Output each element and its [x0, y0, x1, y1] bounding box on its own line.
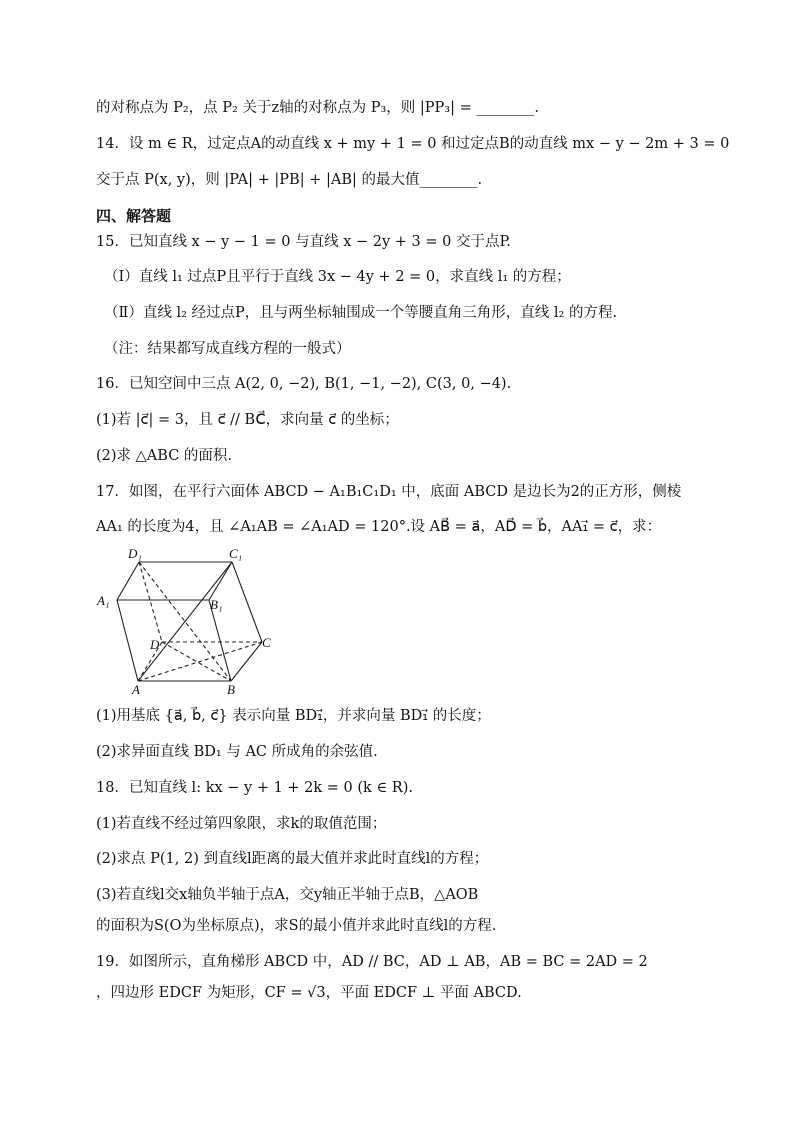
problem-18-stem: 18．已知直线 l: kx − y + 1 + 2k = 0 (k ∈ R). — [96, 780, 413, 796]
section-heading: 四、解答题 — [96, 207, 172, 225]
label-C: C — [262, 635, 271, 650]
label-D: D — [150, 637, 160, 652]
parallelepiped-figure — [92, 548, 282, 698]
label-A: A — [132, 682, 140, 697]
label-B1: B₁ — [210, 597, 223, 612]
problem-16-part-1: (1)若 |c⃗| = 3，且 c⃗ // BC⃗，求向量 c⃗ 的坐标； — [96, 412, 399, 428]
label-C1: C₁ — [229, 548, 243, 561]
problem-13-tail: 的对称点为 P₂，点 P₂ 关于z轴的对称点为 P₃，则 |PP₃| = ________. — [96, 100, 539, 116]
problem-18-part-3: (3)若直线l交x轴负半轴于点A，交y轴正半轴于点B，△AOB — [96, 887, 479, 903]
problem-16-stem: 16．已知空间中三点 A(2, 0, −2), B(1, −1, −2), C(3, 0, −4). — [96, 376, 512, 392]
problem-17-part-2: (2)求异面直线 BD₁ 与 AC 所成角的余弦值. — [96, 744, 378, 760]
problem-15-note: （注：结果都写成直线方程的一般式） — [104, 341, 351, 357]
problem-14-line-1: 14．设 m ∈ R，过定点A的动直线 x + my + 1 = 0 和过定点B的动直线 mx − y − 2m + 3 = 0 — [96, 136, 730, 152]
problem-18-part-2: (2)求点 P(1, 2) 到直线l距离的最大值并求此时直线l的方程； — [96, 851, 489, 867]
problem-17-part-1: (1)用基底 {a⃗, b⃗, c⃗} 表示向量 BD₁⃗，并求向量 BD₁⃗ 的长度； — [96, 708, 491, 724]
label-A1: A₁ — [97, 593, 110, 608]
label-B: B — [227, 682, 235, 697]
label-D1: D₁ — [128, 548, 142, 561]
problem-15-part-2: （Ⅱ）直线 l₂ 经过点P，且与两坐标轴围成一个等腰直角三角形，直线 l₂ 的方程. — [104, 305, 618, 321]
problem-14-line-2: 交于点 P(x, y)，则 |PA| + |PB| + |AB| 的最大值________. — [96, 172, 483, 188]
parallelepiped-svg — [92, 548, 282, 698]
problem-19-stem-2: ，四边形 EDCF 为矩形，CF = √3，平面 EDCF ⊥ 平面 ABCD. — [96, 985, 522, 1001]
problem-15-part-1: （Ⅰ）直线 l₁ 过点P且平行于直线 3x − 4y + 2 = 0，求直线 l₁ 的方程； — [104, 269, 571, 285]
problem-17-stem-1: 17．如图，在平行六面体 ABCD − A₁B₁C₁D₁ 中，底面 ABCD 是边长为2的正方形，侧棱 — [96, 484, 682, 500]
problem-16-part-2: (2)求 △ABC 的面积. — [96, 448, 233, 464]
problem-19-stem-1: 19．如图所示，直角梯形 ABCD 中，AD // BC，AD ⊥ AB，AB = BC = 2AD = 2 — [96, 954, 648, 970]
problem-18-part-3-cont: 的面积为S(O为坐标原点)，求S的最小值并求此时直线l的方程. — [96, 918, 497, 934]
problem-18-part-1: (1)若直线不经过第四象限，求k的取值范围； — [96, 816, 387, 832]
problem-17-stem-2: AA₁ 的长度为4，且 ∠A₁AB = ∠A₁AD = 120°.设 AB⃗ = a⃗，AD⃗ = b⃗，AA₁⃗ = c⃗，求： — [96, 519, 662, 535]
problem-15-stem: 15．已知直线 x − y − 1 = 0 与直线 x − 2y + 3 = 0 交于点P. — [96, 234, 511, 250]
